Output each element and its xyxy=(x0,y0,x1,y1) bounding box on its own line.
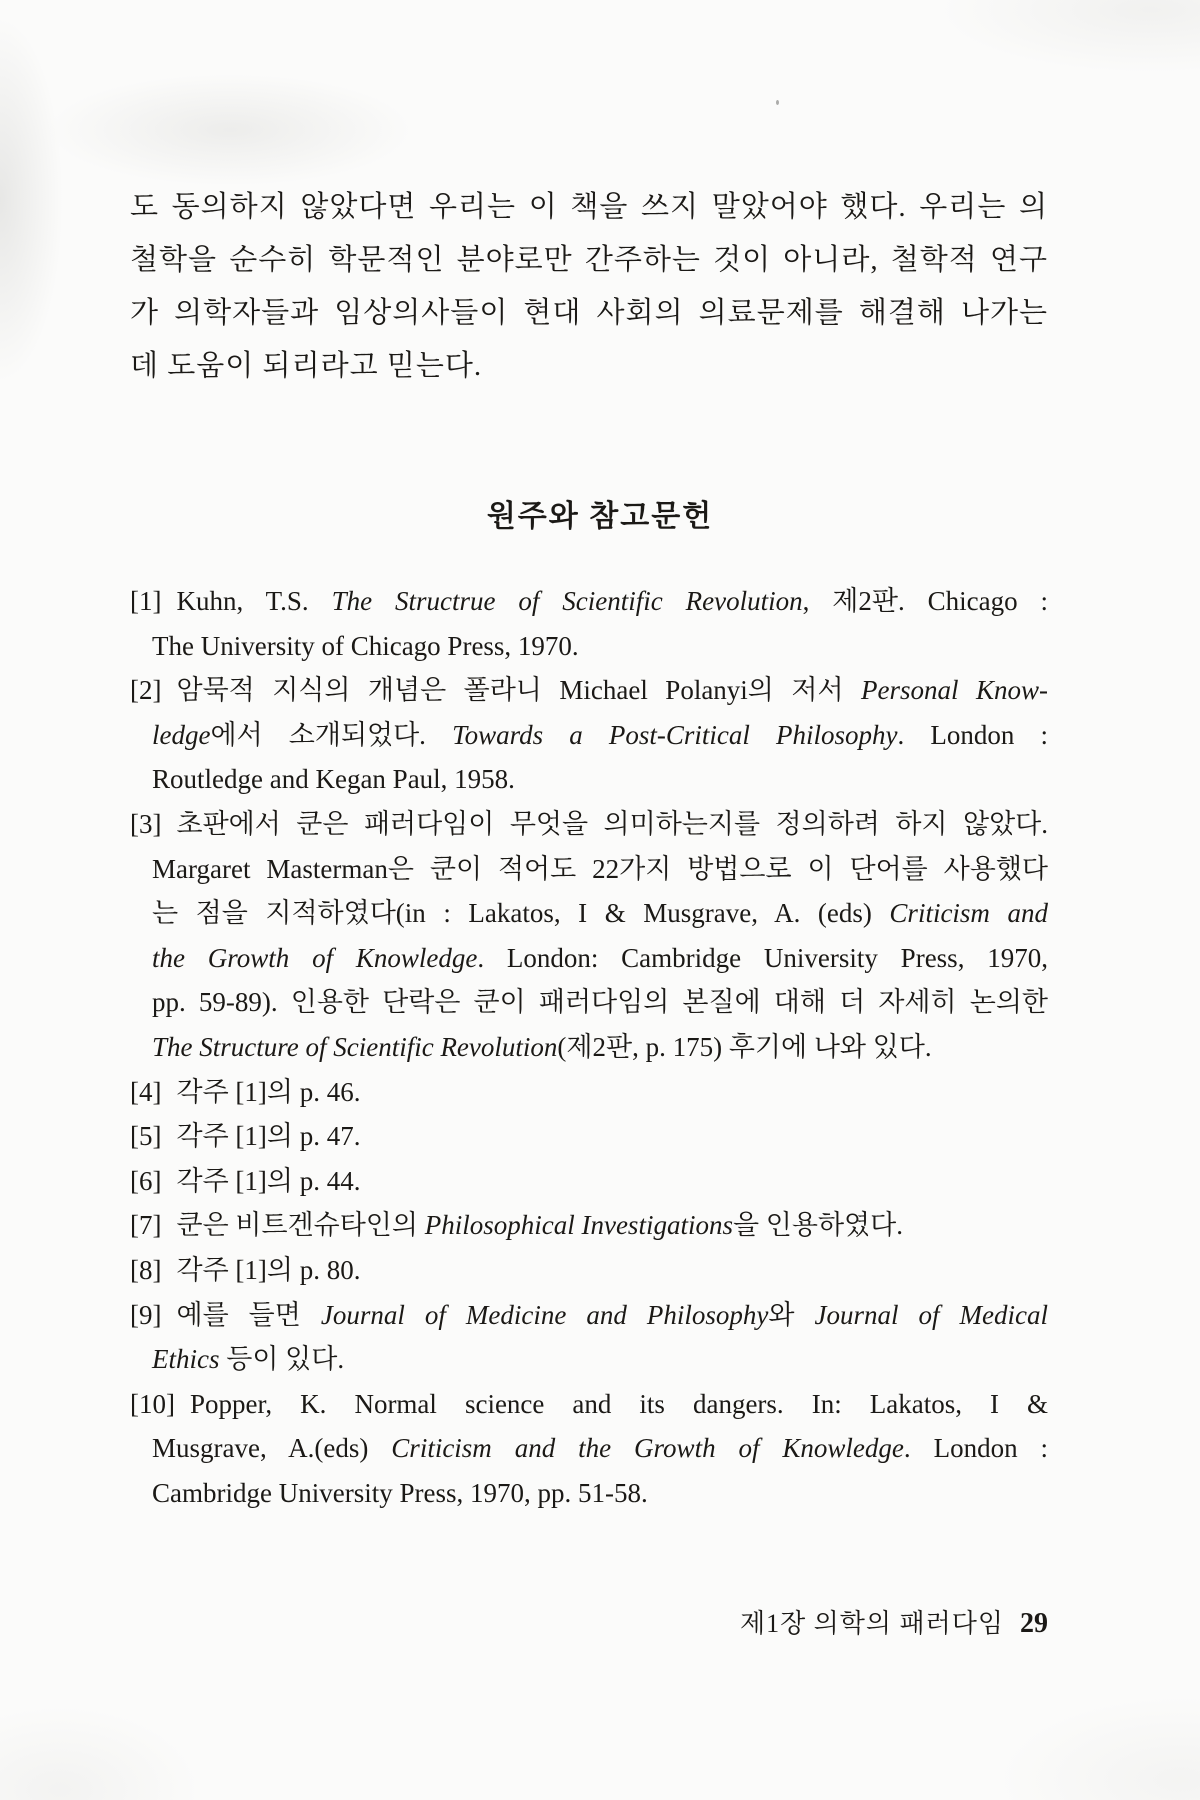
reference-item xyxy=(130,1159,1048,1204)
reference-line xyxy=(130,1337,1048,1382)
reference-text: the Growth of Knowledge xyxy=(152,942,478,973)
reference-line xyxy=(130,579,1048,624)
reference-text: 초판에서 쿤은 패러다임이 무엇을 의미하는지를 정의하려 하지 않았다. xyxy=(176,808,1048,839)
reference-line xyxy=(130,668,1048,713)
reference-line xyxy=(130,1382,1048,1427)
reference-text: . London : xyxy=(903,1433,1048,1464)
reference-label: [10] xyxy=(130,1388,175,1419)
reference-text: 는 점을 지적하였다(in : Lakatos, I & Musgrave, A. (eds) xyxy=(152,898,890,929)
reference-text: (제2판, p. 175) 후기에 나와 있다. xyxy=(557,1031,932,1062)
reference-text: Criticism and xyxy=(889,898,1048,929)
reference-item xyxy=(130,1203,1048,1248)
reference-text: The University of Chicago Press, 1970. xyxy=(152,630,579,661)
references-heading: 원주와 참고문헌 xyxy=(486,500,714,533)
reference-line xyxy=(130,1426,1048,1471)
reference-item xyxy=(130,1114,1048,1159)
reference-line xyxy=(130,1114,1048,1159)
reference-line xyxy=(130,1248,1048,1293)
reference-text: Towards a Post-Critical Philosophy xyxy=(452,719,898,750)
reference-label: [1] xyxy=(130,586,162,616)
reference-line xyxy=(130,1293,1048,1338)
reference-text: Personal Know- xyxy=(861,675,1048,706)
reference-text: 각주 [1]의 p. 44. xyxy=(176,1165,361,1196)
reference-line xyxy=(130,1203,1048,1248)
reference-line xyxy=(130,757,1048,802)
reference-text: 을 인용하였다. xyxy=(732,1210,903,1241)
reference-text: 등이 있다. xyxy=(219,1344,345,1375)
reference-text: Margaret Masterman은 쿤이 적어도 22가지 방법으로 이 단어를 사용했다 xyxy=(152,853,1048,884)
reference-line xyxy=(130,1025,1048,1070)
reference-text: Routledge and Kegan Paul, 1958. xyxy=(152,764,515,795)
reference-text: 각주 [1]의 p. 47. xyxy=(176,1121,361,1152)
reference-label: [4] xyxy=(130,1076,162,1107)
reference-label: [6] xyxy=(130,1165,162,1196)
reference-text: Philosophical Investigations xyxy=(424,1210,733,1241)
paragraph-line: 도 동의하지 않았다면 우리는 이 책을 쓰지 말았어야 했다. 우리는 의 xyxy=(130,191,1048,223)
page-footer xyxy=(740,1603,1048,1640)
reference-item xyxy=(130,1382,1048,1516)
reference-text: 예를 들면 xyxy=(176,1299,321,1330)
reference-item xyxy=(130,579,1048,668)
reference-text: 각주 [1]의 p. 46. xyxy=(176,1076,361,1107)
reference-line xyxy=(130,624,1048,669)
paragraph-line: 데 도움이 되리라고 믿는다. xyxy=(130,350,483,382)
reference-label: [3] xyxy=(130,808,162,839)
intro-paragraph xyxy=(130,181,1048,393)
reference-item xyxy=(130,802,1048,1070)
reference-text: Criticism and the Growth of Knowledge xyxy=(391,1433,904,1464)
reference-label: [8] xyxy=(130,1254,162,1285)
reference-text: 각주 [1]의 p. 80. xyxy=(176,1254,361,1285)
scan-artifact xyxy=(776,100,779,105)
reference-text: Popper, K. Normal science and its dangers. In: Lakatos, I & xyxy=(189,1388,1048,1419)
reference-line xyxy=(130,847,1048,892)
reference-text: . London : xyxy=(897,719,1048,750)
reference-item xyxy=(130,1293,1048,1382)
reference-list xyxy=(130,579,1048,1515)
reference-label: [7] xyxy=(130,1210,162,1241)
reference-item xyxy=(130,1070,1048,1115)
reference-item xyxy=(130,1248,1048,1293)
page-number: 29 xyxy=(1020,1608,1048,1639)
reference-line xyxy=(130,1070,1048,1115)
reference-text: Journal of Medical xyxy=(814,1299,1048,1330)
reference-item xyxy=(130,668,1048,802)
reference-text: Cambridge University Press, 1970, pp. 51-58. xyxy=(152,1477,648,1508)
reference-text: Journal of Medicine and Philosophy xyxy=(320,1299,769,1330)
reference-line xyxy=(130,936,1048,981)
reference-line xyxy=(130,980,1048,1025)
reference-text: . London: Cambridge University Press, 1970, xyxy=(477,942,1048,973)
reference-text: Musgrave, A.(eds) xyxy=(152,1433,392,1464)
reference-text: ledge xyxy=(152,719,211,750)
running-title: 제1장 의학의 패러다임 xyxy=(739,1609,1004,1638)
reference-line xyxy=(130,1471,1048,1516)
reference-line xyxy=(130,713,1048,758)
reference-text: The Structrue of Scientific Revolution xyxy=(331,586,803,616)
reference-text: pp. 59-89). 인용한 단락은 쿤이 패러다임의 본질에 대해 더 자세히 논의한 xyxy=(152,987,1048,1018)
reference-text: 쿤은 비트겐슈타인의 xyxy=(176,1210,425,1241)
reference-text: , 제2판. Chicago : xyxy=(802,586,1048,616)
reference-line xyxy=(130,1159,1048,1204)
reference-label: [9] xyxy=(130,1299,162,1330)
reference-label: [2] xyxy=(130,675,162,706)
reference-text: The Structure of Scientific Revolution xyxy=(152,1031,558,1062)
reference-line xyxy=(130,802,1048,847)
reference-text: 에서 소개되었다. xyxy=(210,719,453,750)
paragraph-line: 철학을 순수히 학문적인 분야로만 간주하는 것이 아니라, 철학적 연구 xyxy=(130,244,1048,276)
reference-text: Kuhn, T.S. xyxy=(176,586,332,616)
paragraph-line: 가 의학자들과 임상의사들이 현대 사회의 의료문제를 해결해 나가는 xyxy=(130,297,1048,329)
reference-text: 와 xyxy=(768,1299,815,1330)
reference-text: 암묵적 지식의 개념은 폴라니 Michael Polanyi의 저서 xyxy=(176,675,862,706)
reference-line xyxy=(130,891,1048,936)
reference-label: [5] xyxy=(130,1121,162,1152)
reference-text: Ethics xyxy=(152,1344,220,1375)
